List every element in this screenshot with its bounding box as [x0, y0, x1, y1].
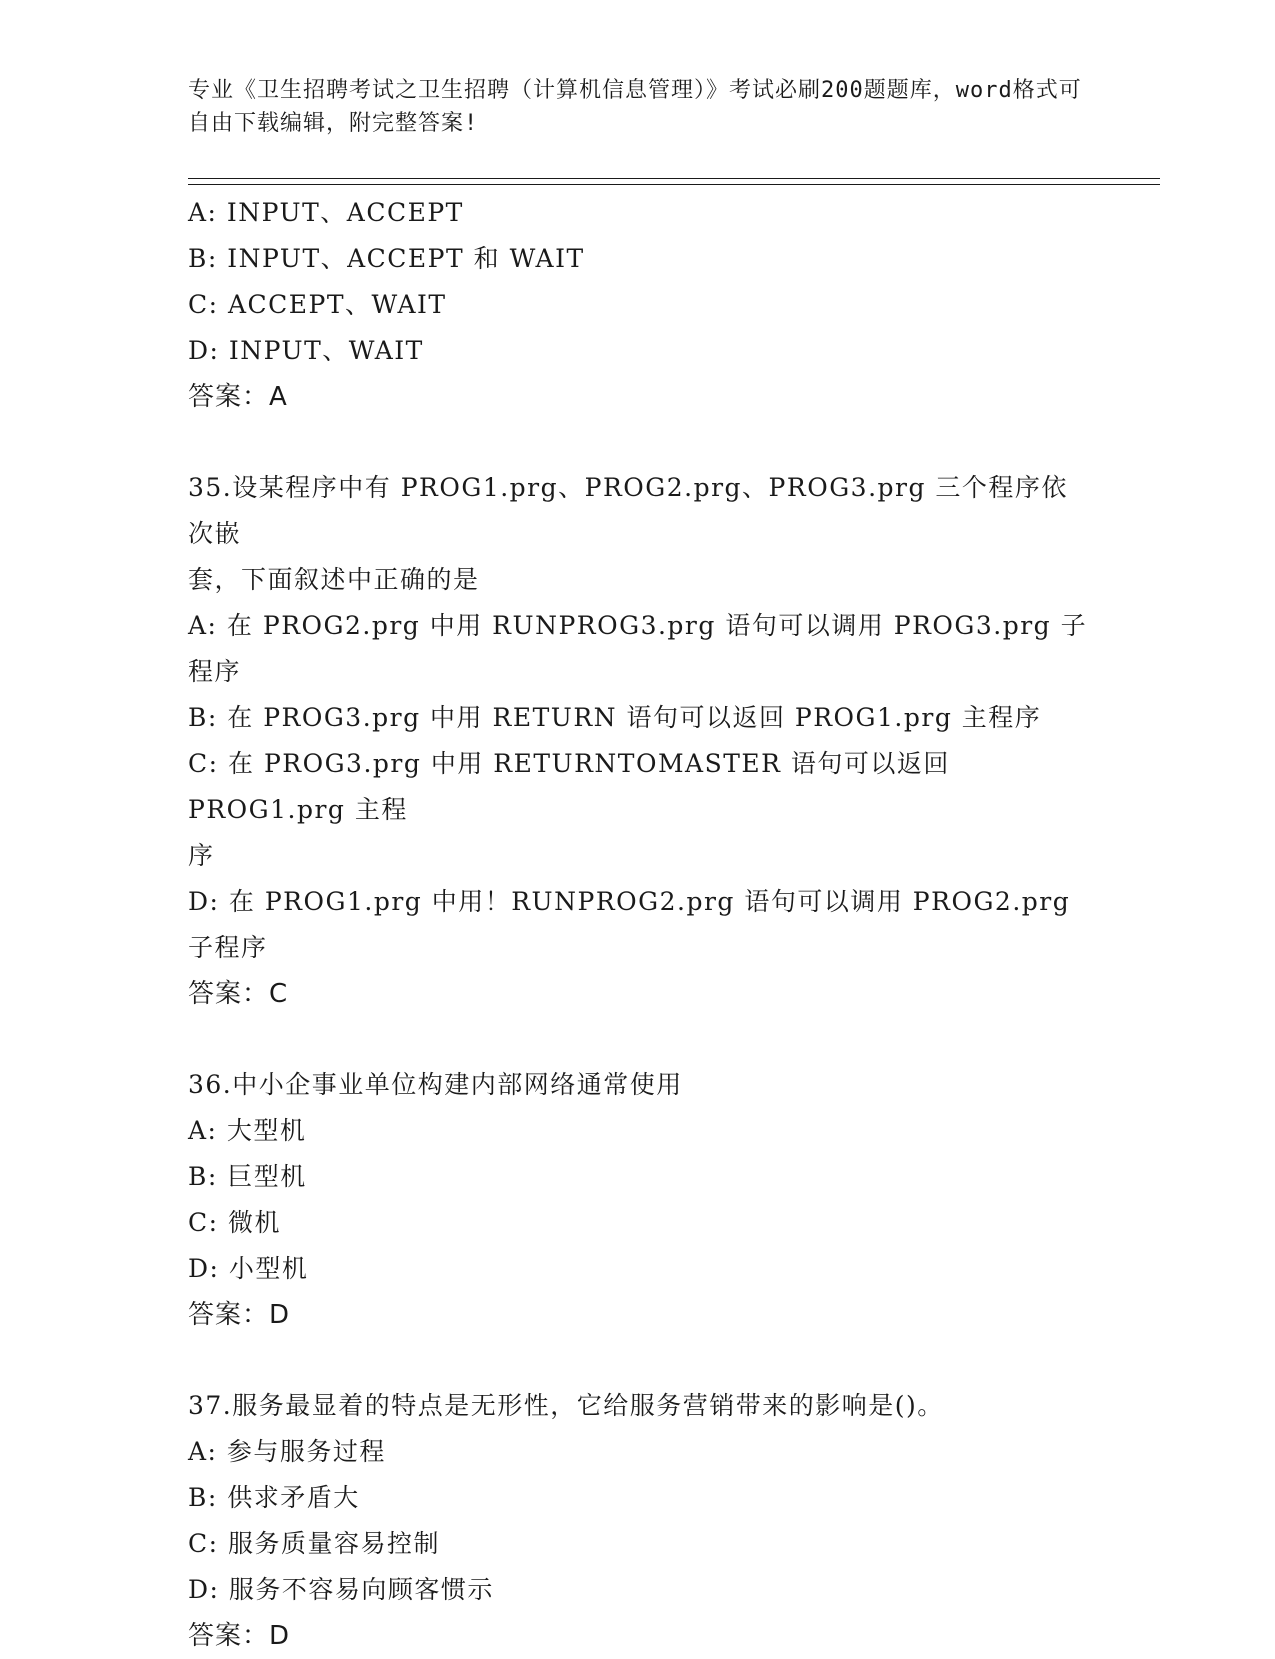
option-b: B: INPUT、ACCEPT 和 WAIT: [188, 244, 585, 273]
option-a: A: 在 PROG2.prg 中用 RUNPROG3.prg 语句可以调用 PROG3.prg 子程序: [188, 611, 1088, 686]
option-d: D: INPUT、WAIT: [188, 336, 424, 365]
question-block: [188, 1062, 1088, 1338]
question-stem: 36.中小企事业单位构建内部网络通常使用: [188, 1070, 683, 1099]
option-b: B: 在 PROG3.prg 中用 RETURN 语句可以返回 PROG1.prg 主程序: [188, 703, 1042, 732]
answer-line: 答案：D: [188, 1621, 291, 1651]
question-block: [188, 1383, 1088, 1659]
option-c: C: 服务质量容易控制: [188, 1529, 440, 1558]
option-a: A: 参与服务过程: [188, 1437, 386, 1466]
question-list: [188, 190, 1088, 1659]
option-c: C: ACCEPT、WAIT: [188, 290, 447, 319]
header-divider-bottom: [188, 184, 1160, 185]
option-b: B: 供求矛盾大: [188, 1483, 360, 1512]
question-stem: 37.服务最显着的特点是无形性，它给服务营销带来的影响是()。: [188, 1391, 944, 1420]
option-d: D: 服务不容易向顾客惯示: [188, 1575, 494, 1604]
option-a: A: INPUT、ACCEPT: [188, 198, 464, 227]
question-stem: 套，下面叙述中正确的是: [188, 565, 480, 594]
answer-line: 答案：C: [188, 979, 289, 1009]
option-c: C: 在 PROG3.prg 中用 RETURNTOMASTER 语句可以返回 PROG1.prg 主程 序: [188, 749, 950, 870]
option-d: D: 小型机: [188, 1254, 309, 1283]
question-block: [188, 465, 1088, 1017]
option-d: D: 在 PROG1.prg 中用！RUNPROG2.prg 语句可以调用 PROG2.prg 子程序: [188, 887, 1080, 962]
answer-line: 答案：A: [188, 382, 288, 412]
answer-line: 答案：D: [188, 1300, 291, 1330]
document-header: 专业《卫生招聘考试之卫生招聘（计算机信息管理）》考试必刷200题题库，word格式可自由下载编辑，附完整答案!: [188, 78, 1082, 136]
option-c: C: 微机: [188, 1208, 281, 1237]
option-a: A: 大型机: [188, 1116, 307, 1145]
question-block: [188, 190, 1088, 420]
question-stem: 35.设某程序中有 PROG1.prg、PROG2.prg、PROG3.prg 三个程序依次嵌: [188, 473, 1068, 548]
option-b: B: 巨型机: [188, 1162, 307, 1191]
header-divider-top: [188, 178, 1160, 179]
